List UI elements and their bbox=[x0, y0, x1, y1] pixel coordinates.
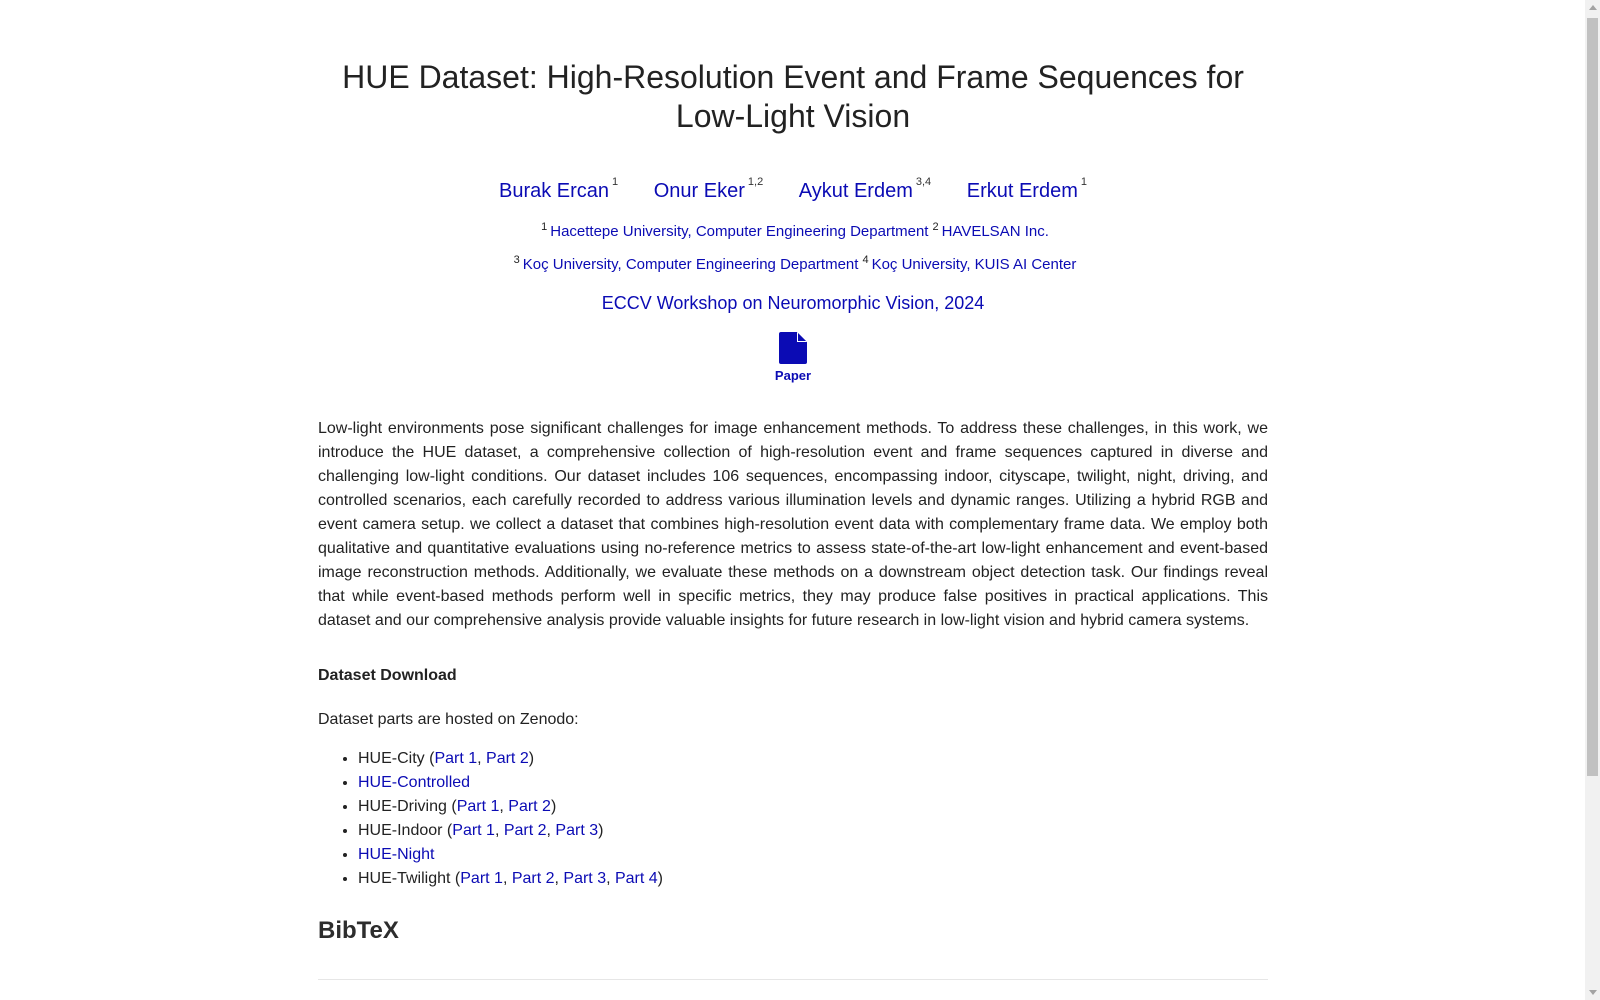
vertical-scrollbar[interactable] bbox=[1585, 0, 1600, 1000]
dataset-link[interactable]: HUE-Night bbox=[358, 846, 435, 863]
dataset-part-item: • HUE-City (Part 1, Part 2) bbox=[358, 747, 1268, 771]
dataset-name: HUE-Indoor bbox=[358, 822, 443, 839]
scroll-up-icon[interactable] bbox=[1589, 5, 1597, 10]
dataset-part-link[interactable]: Part 2 bbox=[508, 798, 551, 815]
dataset-download-heading: Dataset Download bbox=[318, 667, 457, 684]
bibtex-block-top bbox=[318, 979, 1268, 980]
affil-sup: 2 bbox=[932, 221, 939, 233]
venue-link[interactable]: ECCV Workshop on Neuromorphic Vision, 2024 bbox=[601, 293, 985, 313]
dataset-part-link[interactable]: Part 1 bbox=[456, 798, 500, 815]
dataset-part-item: • HUE-Indoor (Part 1, Part 2, Part 3) bbox=[358, 819, 1268, 843]
dataset-part-link[interactable]: Part 1 bbox=[452, 822, 495, 839]
author-item bbox=[654, 176, 763, 203]
dataset-name: HUE-City bbox=[358, 750, 425, 767]
dataset-part-link[interactable]: Part 2 bbox=[486, 750, 529, 767]
author-item bbox=[499, 176, 618, 203]
abstract-text: Low-light environments pose significant challenges for image enhancement methods. To address these challenges, in this work, we introduce the HUE dataset, a comprehensive collection of high-resolution event and frame sequences captured in diverse and challenging low-light conditions. Our dataset includes 106 sequences, encompassing indoor, cityscape, twilight, night, driving, and controlled scenarios, each carefully recorded to address various illumination levels and dynamic ranges. Utilizing a hybrid RGB and event camera setup. we collect a dataset that combines high-resolution event data with complementary frame data. We employ both qualitative and quantitative evaluations using no-reference metrics to assess state-of-the-art low-light enhancement and event-based image reconstruction methods. Additionally, we evaluate these methods on a downstream object detection task. Our findings reveal that while event-based methods perform well in specific metrics, they may produce false positives in practical applications. This dataset and our comprehensive analysis provide valuable insights for future research in low-light vision and hybrid camera systems. bbox=[318, 420, 1268, 629]
dataset-part-item bbox=[358, 843, 1268, 867]
affiliation-link[interactable]: Koç University, KUIS AI Center bbox=[871, 256, 1077, 273]
dataset-part-link[interactable]: Part 1 bbox=[460, 870, 503, 887]
author-link[interactable]: Aykut Erdem bbox=[798, 180, 913, 202]
dataset-part-link[interactable]: Part 3 bbox=[555, 822, 599, 839]
affiliation-link[interactable]: Hacettepe University, Computer Engineering Department bbox=[550, 223, 929, 240]
project-page bbox=[318, 0, 1268, 980]
affiliation-line bbox=[318, 213, 1268, 246]
dataset-part-link[interactable]: Part 2 bbox=[503, 822, 547, 839]
dataset-download-intro: Dataset parts are hosted on Zenodo: bbox=[318, 711, 579, 728]
author-affil-sup: 1 bbox=[1080, 176, 1088, 188]
venue bbox=[318, 293, 1268, 314]
affiliations bbox=[318, 213, 1268, 279]
paper-button-label: Paper bbox=[774, 368, 812, 383]
scroll-down-icon[interactable] bbox=[1589, 990, 1597, 995]
page-title: HUE Dataset: High-Resolution Event and Frame Sequences for Low-Light Vision bbox=[342, 59, 1244, 134]
affil-sup: 3 bbox=[513, 254, 520, 266]
dataset-parts-list bbox=[318, 747, 1268, 891]
author-affil-sup: 1,2 bbox=[747, 176, 764, 188]
author-link[interactable]: Erkut Erdem bbox=[966, 180, 1078, 202]
author-list bbox=[318, 176, 1268, 203]
dataset-link[interactable]: HUE-Controlled bbox=[358, 774, 471, 791]
dataset-part-link[interactable]: Part 2 bbox=[511, 870, 555, 887]
dataset-name: HUE-Twilight bbox=[358, 870, 451, 887]
author-link[interactable]: Onur Eker bbox=[653, 180, 745, 202]
dataset-part-item: • HUE-Driving (Part 1, Part 2) bbox=[358, 795, 1268, 819]
dataset-part-link[interactable]: Part 1 bbox=[434, 750, 478, 767]
dataset-part-link[interactable]: Part 3 bbox=[563, 870, 607, 887]
affiliation-link[interactable]: HAVELSAN Inc. bbox=[941, 223, 1049, 240]
dataset-part-item: • HUE-Twilight (Part 1, Part 2, Part 3, Part 4) bbox=[358, 867, 1268, 891]
file-icon bbox=[779, 332, 807, 364]
paper-button[interactable] bbox=[763, 332, 823, 383]
author-item bbox=[967, 176, 1087, 203]
dataset-part-link[interactable]: Part 4 bbox=[614, 870, 658, 887]
author-link[interactable]: Burak Ercan bbox=[498, 180, 610, 202]
affil-sup: 4 bbox=[862, 254, 869, 266]
author-item bbox=[799, 176, 931, 203]
dataset-part-item bbox=[358, 771, 1268, 795]
scrollbar-thumb[interactable] bbox=[1587, 18, 1598, 776]
affiliation-line bbox=[318, 246, 1268, 279]
affiliation-link[interactable]: Koç University, Computer Engineering Department bbox=[522, 256, 859, 273]
dataset-name: HUE-Driving bbox=[358, 798, 447, 815]
bibtex-heading: BibTeX bbox=[318, 917, 399, 944]
author-affil-sup: 3,4 bbox=[915, 176, 932, 188]
affil-sup: 1 bbox=[541, 221, 548, 233]
author-affil-sup: 1 bbox=[612, 176, 619, 188]
